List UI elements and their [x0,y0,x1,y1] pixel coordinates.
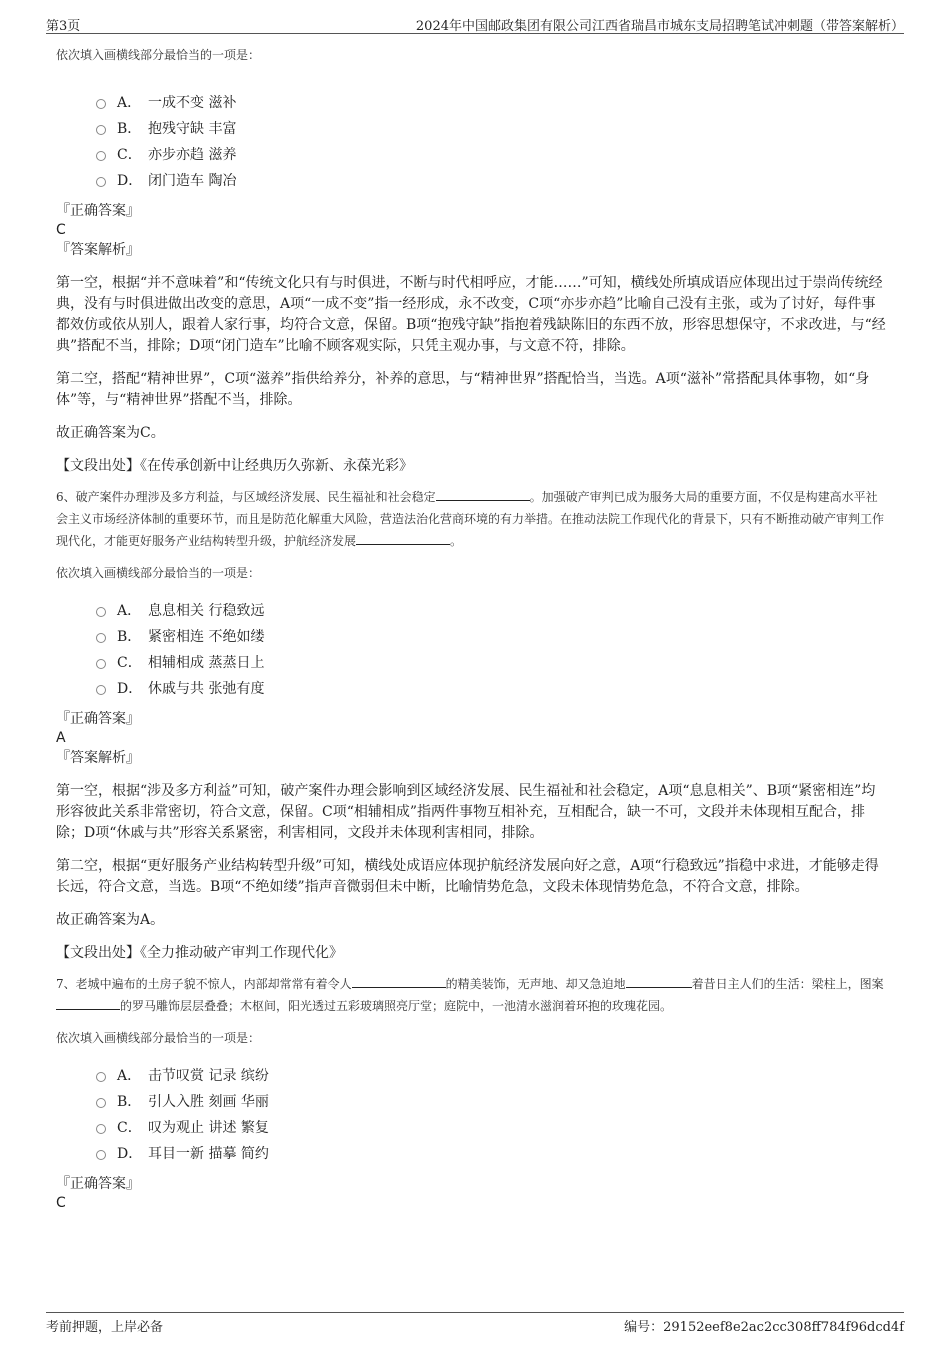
radio-icon[interactable] [96,1098,106,1108]
page-number: 第3页 [46,19,81,34]
correct-answer-label: 『正确答案』 [56,1176,140,1192]
q5-options [56,89,886,193]
answer-blank [356,532,450,545]
q6-option-a[interactable]: A． 息息相关 行稳致远 [96,597,886,623]
analysis-paragraph: 第二空，根据“更好服务产业结构转型升级”可知，横线处成语应体现护航经济发展向好之意，A项“行稳致远”指稳中求进，才能够走得长远，符合文意，当选。B项“不绝如缕”指声音微弱但未中断，比喻情势危急，文段未体现情势危急，不符合文意，排除。 [56,858,879,895]
radio-icon[interactable] [96,1124,106,1134]
correct-answer: C [56,1195,66,1211]
q7-option-d[interactable]: D． 耳目一新 描摹 简约 [96,1140,886,1166]
source-citation: 【文段出处】《全力推动破产审判工作现代化》 [56,945,343,961]
radio-icon[interactable] [96,633,106,643]
correct-answer: A [56,730,66,746]
page-header [46,13,904,34]
analysis-paragraph: 第一空，根据“并不意味着”和“传统文化只有与时俱进，不断与时代相呼应，才能……”可知，横线处所填成语应体现出过于崇尚传统经典，没有与时俱进做出改变的意思，A项“一成不变”指一经形成，永不改变，C项“亦步亦趋”比喻自己没有主张，或为了讨好，每件事都效仿或依从别人，跟着人家行事，均符合文意，保留。B项“抱残守缺”指抱着残缺陈旧的东西不放，形容思想保守，不求改进，与“经典”搭配不当，排除；D项“闭门造车”比喻不顾客观实际，只凭主观办事，与文意不符，排除。 [56,275,886,354]
radio-icon[interactable] [96,685,106,695]
radio-icon[interactable] [96,125,106,135]
radio-icon[interactable] [96,177,106,187]
fill-prompt: 依次填入画横线部分最恰当的一项是： [56,1031,261,1045]
document-id: 编号：29152eef8e2ac2cc308ff784f96dcd4f [624,1320,904,1335]
analysis-label: 『答案解析』 [56,750,140,766]
analysis-conclusion: 故正确答案为A。 [56,912,165,928]
question-stem: 7、老城中遍布的土房子貌不惊人，内部却常常有着令人 的精美装饰，无声地、却又急迫地 着昔日主人们的生活：梁柱上，图案的罗马雕饰层层叠叠；木枢间，阳光透过五彩玻璃照亮厅堂；庭院中，一池清水滋润着环抱的玫瑰花园。 [56,977,884,1013]
q5-option-b[interactable]: B． 抱残守缺 丰富 [96,115,886,141]
q7-options [56,1062,886,1166]
footer-slogan: 考前押题，上岸必备 [46,1320,164,1335]
q7-option-a[interactable]: A． 击节叹赏 记录 缤纷 [96,1062,886,1088]
radio-icon[interactable] [96,607,106,617]
fill-prompt: 依次填入画横线部分最恰当的一项是： [56,48,261,62]
question-stem: 6、破产案件办理涉及多方利益，与区域经济发展、民生福祉和社会稳定 。加强破产审判已成为服务大局的重要方面，不仅是构建高水平社会主义市场经济体制的重要环节，而且是防范化解重大风险，营造法治化营商环境的有力举措。在推动法院工作现代化的背景下，只有不断推动破产审判工作现代化，才能更好服务产业结构转型升级，护航经济发展 。 [56,490,885,548]
q5-option-a[interactable]: A． 一成不变 滋补 [96,89,886,115]
radio-icon[interactable] [96,659,106,669]
answer-blank [626,975,692,988]
radio-icon[interactable] [96,151,106,161]
radio-icon[interactable] [96,1150,106,1160]
analysis-paragraph: 第一空，根据“涉及多方利益”可知，破产案件办理会影响到区域经济发展、民生福祉和社会稳定，A项“息息相关”、B项“紧密相连”均形容彼此关系非常密切，符合文意，保留。C项“相辅相成”指两件事物互相补充，互相配合，缺一不可，文段并未体现相互配合，排除；D项“休戚与共”形容关系紧密，利害相同，文段并未体现利害相同，排除。 [56,783,876,841]
answer-blank [352,975,446,988]
fill-prompt: 依次填入画横线部分最恰当的一项是： [56,566,261,580]
correct-answer-label: 『正确答案』 [56,203,140,219]
analysis-label: 『答案解析』 [56,242,140,258]
radio-icon[interactable] [96,99,106,109]
radio-icon[interactable] [96,1072,106,1082]
q6-option-d[interactable]: D． 休戚与共 张弛有度 [96,675,886,701]
analysis-paragraph: 第二空，搭配“精神世界”，C项“滋养”指供给养分，补养的意思，与“精神世界”搭配恰当，当选。A项“滋补”常搭配具体事物，如“身体”等，与“精神世界”搭配不当，排除。 [56,371,870,408]
answer-blank [436,488,530,501]
analysis-conclusion: 故正确答案为C。 [56,425,165,441]
page-footer [46,1312,904,1335]
q7-option-c[interactable]: C． 叹为观止 讲述 繁复 [96,1114,886,1140]
correct-answer-label: 『正确答案』 [56,711,140,727]
q5-option-c[interactable]: C． 亦步亦趋 滋养 [96,141,886,167]
q7-option-b[interactable]: B． 引人入胜 刻画 华丽 [96,1088,886,1114]
q6-options [56,597,886,701]
page-content [56,46,886,1212]
source-citation: 【文段出处】《在传承创新中让经典历久弥新、永葆光彩》 [56,458,413,474]
q5-option-d[interactable]: D． 闭门造车 陶冶 [96,167,886,193]
document-title: 2024年中国邮政集团有限公司江西省瑞昌市城东支局招聘笔试冲刺题（带答案解析） [415,19,904,34]
correct-answer: C [56,222,66,238]
q6-option-b[interactable]: B． 紧密相连 不绝如缕 [96,623,886,649]
q6-option-c[interactable]: C． 相辅相成 蒸蒸日上 [96,649,886,675]
answer-blank [56,997,120,1010]
